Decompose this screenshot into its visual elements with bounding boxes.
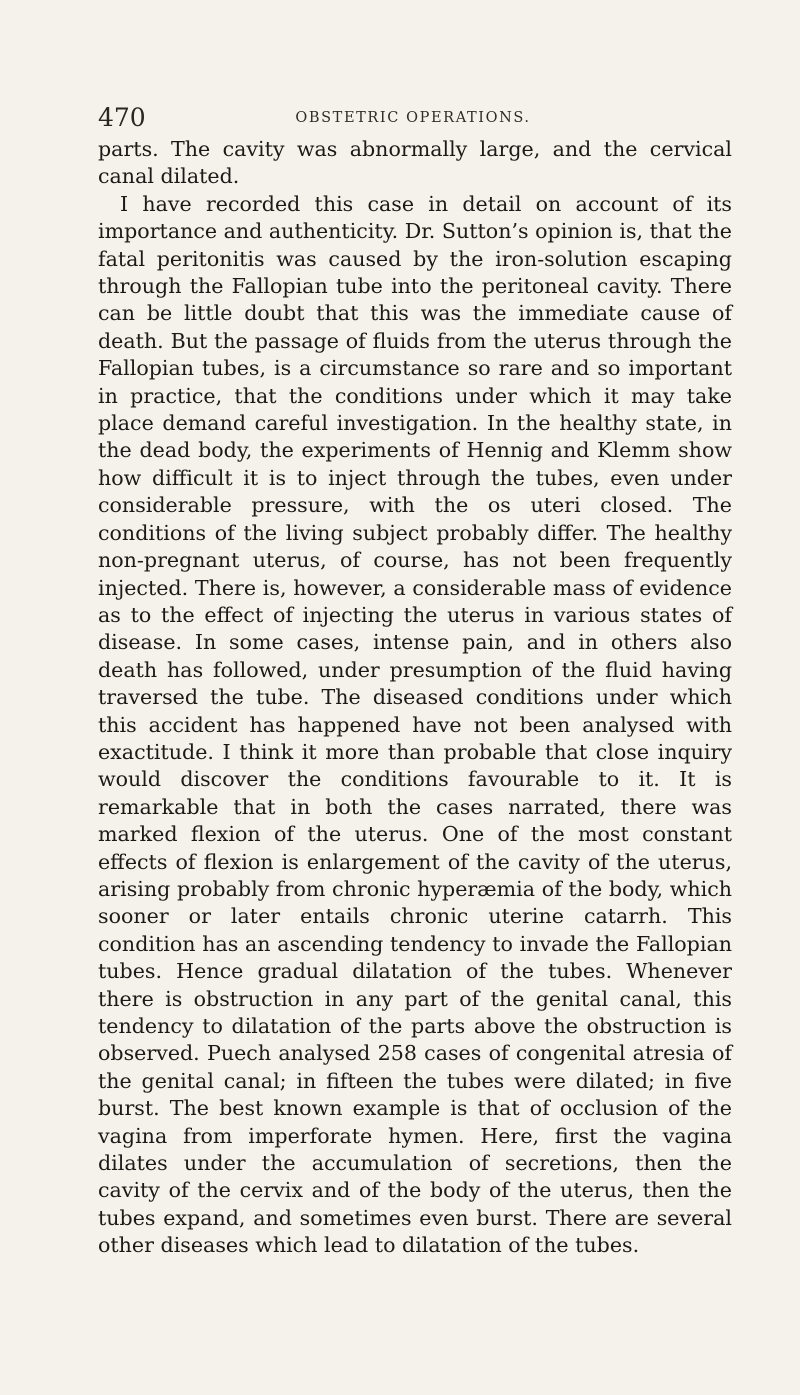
paragraph-case-discussion: I have recorded this case in detail on account of its importance and authenticity. Dr. Sutton’s opinion is, that the fatal peritonitis was caused by the iron-solution escaping through the Fallopian tube into the peritoneal cavity. There can be little doubt that this was the immediate cause of death. But the passage of fluids from the uterus through the Fallopian tubes, is a circumstance so rare and so important in practice, that the conditions under which it may take place demand careful investigation. In the healthy state, in the dead body, the experiments of Hennig and Klemm show how difficult it is to inject through the tubes, even under considerable pressure, with the os uteri closed. The conditions of the living subject probably differ. The healthy non-pregnant uterus, of course, has not been frequently injected. There is, however, a considerable mass of evidence as to the effect of injecting the uterus in various states of disease. In some cases, intense pain, and in others also death has followed, under presumption of the fluid having traversed the tube. The diseased conditions under which this accident has happened have not been analysed with exactitude. I think it more than probable that close inquiry would discover the conditions favourable to it. It is remarkable that in both the cases narrated, there was marked flexion of the uterus. One of the most constant effects of flexion is enlargement of the cavity of the uterus, arising probably from chronic hyperæmia of the body, which sooner or later entails chronic uterine catarrh. This condition has an ascending tendency to invade the Fallopian tubes. Hence gradual dilatation of the tubes. Whenever there is obstruction in any part of the genital canal, this tendency to dilatation of the parts above the obstruction is observed. Puech analysed 258 cases of congenital atresia of the genital canal; in fifteen the tubes were dilated; in five burst. The best known example is that of occlusion of the vagina from imperforate hymen. Here, first the vagina dilates under the accumulation of secretions, then the cavity of the cervix and of the body of the uterus, then the tubes expand, and sometimes even burst. There are several other diseases which lead to dilatation of the tubes. <box>98 191 732 1258</box>
running-head <box>98 103 728 133</box>
page-number: 470 <box>98 103 146 132</box>
running-title: OBSTETRIC OPERATIONS. <box>295 110 531 126</box>
body-text <box>98 136 732 1260</box>
paragraph-continuation: parts. The cavity was abnormally large, and the cervical canal dilated. <box>98 137 732 189</box>
